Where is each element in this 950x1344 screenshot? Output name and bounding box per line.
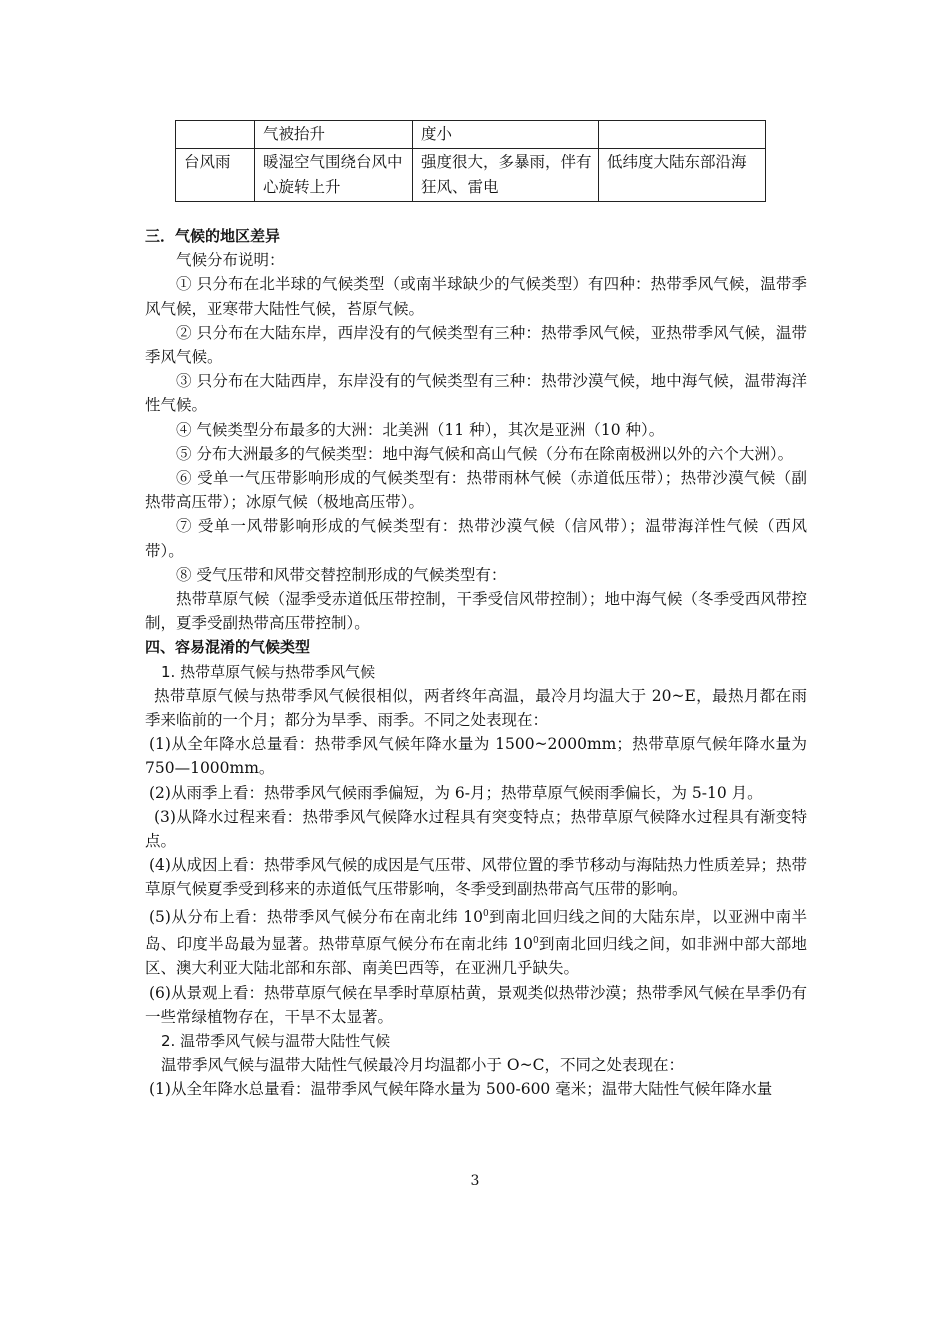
paragraph: (1)从全年降水总量看：热带季风气候年降水量为 1500~2000mm；热带草原气候年降水量为750—1000mm。 <box>145 735 807 778</box>
table-cell: 度小 <box>413 121 599 149</box>
table-cell: 强度很大，多暴雨，伴有狂风、雷电 <box>413 149 599 202</box>
table-cell: 气被抬升 <box>255 121 413 149</box>
list-item: ④ 气候类型分布最多的大洲：北美洲（11 种），其次是亚洲（10 种）。 <box>176 420 665 439</box>
degree-mark: 0 <box>532 936 539 947</box>
paragraph: (6)从景观上看：热带草原气候在旱季时草原枯黄，景观类似热带沙漠；热带季风气候在旱季仍有一些常绿植物存在，干旱不太显著。 <box>145 983 807 1026</box>
table-cell <box>176 121 255 149</box>
section-heading: 三．气候的地区差异 <box>145 227 281 245</box>
list-item: 热带草原气候（湿季受赤道低压带控制，干季受信风带控制）；地中海气候（冬季受西风带控制，夏季受副热带高压带控制）。 <box>145 590 807 633</box>
list-item: ⑤ 分布大洲最多的气候类型：地中海气候和高山气候（分布在除南极洲以外的六个大洲）。 <box>176 444 794 463</box>
paragraph: (4)从成因上看：热带季风气候的成因是气压带、风带位置的季节移动与海陆热力性质差异；热带草原气候夏季受到移来的赤道低气压带影响，冬季受到副热带高气压带的影响。 <box>145 856 807 899</box>
list-item: ⑥ 受单一气压带影响形成的气候类型有：热带雨林气候（赤道低压带）；热带沙漠气候（副热带高压带）；冰原气候（极地高压带）。 <box>145 469 807 512</box>
page-number: 3 <box>470 1173 480 1189</box>
table-cell: 暖湿空气围绕台风中心旋转上升 <box>255 149 413 202</box>
list-item: ③ 只分布在大陆西岸，东岸没有的气候类型有三种：热带沙漠气候，地中海气候，温带海洋性气候。 <box>145 372 807 415</box>
document-body <box>145 224 807 1102</box>
subsection-heading: 2. 温带季风气候与温带大陆性气候 <box>161 1032 391 1051</box>
subsection-heading: 1. 热带草原气候与热带季风气候 <box>161 662 376 681</box>
text-span: (5)从分布上看：热带季风气候分布在南北纬 10 <box>149 907 483 926</box>
list-item: ② 只分布在大陆东岸，西岸没有的气候类型有三种：热带季风气候，亚热带季风气候，温带季风气候。 <box>145 323 807 367</box>
list-item: ⑦ 受单一风带影响形成的气候类型有：热带沙漠气候（信风带）；温带海洋性气候（西风带）。 <box>145 517 807 560</box>
paragraph <box>145 902 807 981</box>
paragraph: 温带季风气候与温带大陆性气候最冷月均温都小于 O~C，不同之处表现在： <box>161 1056 684 1075</box>
degree-mark: 0 <box>482 908 489 919</box>
table-cell <box>599 121 766 149</box>
text-span: 到南北回归线之间，如非洲中部大部地区、澳大利亚大陆北部和东部、南美巴西等，在亚洲几乎缺失。 <box>145 935 807 978</box>
paragraph: (2)从雨季上看：热带季风气候雨季偏短，为 6-月；热带草原气候雨季偏长，为 5-10 月。 <box>149 783 763 802</box>
table-row <box>176 121 766 149</box>
text-span: 到南北回归线之间的大陆东岸，以亚洲中南半岛、印度半岛最为显著。热带草原气候分布在南北纬 10 <box>145 907 807 954</box>
precipitation-table <box>175 120 766 202</box>
paragraph: (3)从降水过程来看：热带季风气候降水过程具有突变特点；热带草原气候降水过程具有渐变特点。 <box>145 807 807 851</box>
paragraph: 热带草原气候与热带季风气候很相似，两者终年高温，最冷月均温大于 20~E，最热月都在雨季来临前的一个月；都分为旱季、雨季。不同之处表现在： <box>145 686 807 730</box>
table-cell: 低纬度大陆东部沿海 <box>599 149 766 202</box>
table-cell: 台风雨 <box>176 149 255 202</box>
list-item: ⑧ 受气压带和风带交替控制形成的气候类型有： <box>176 565 507 584</box>
paragraph: 气候分布说明： <box>176 251 285 270</box>
table-row <box>176 149 766 202</box>
paragraph: (1)从全年降水总量看：温带季风气候年降水量为 500-600 毫米；温带大陆性气候年降水量 <box>149 1080 773 1099</box>
section-heading: 四、容易混淆的气候类型 <box>145 638 311 657</box>
list-item: ① 只分布在北半球的气候类型（或南半球缺少的气候类型）有四种：热带季风气候，温带季风气候，亚寒带大陆性气候，苔原气候。 <box>145 275 807 318</box>
